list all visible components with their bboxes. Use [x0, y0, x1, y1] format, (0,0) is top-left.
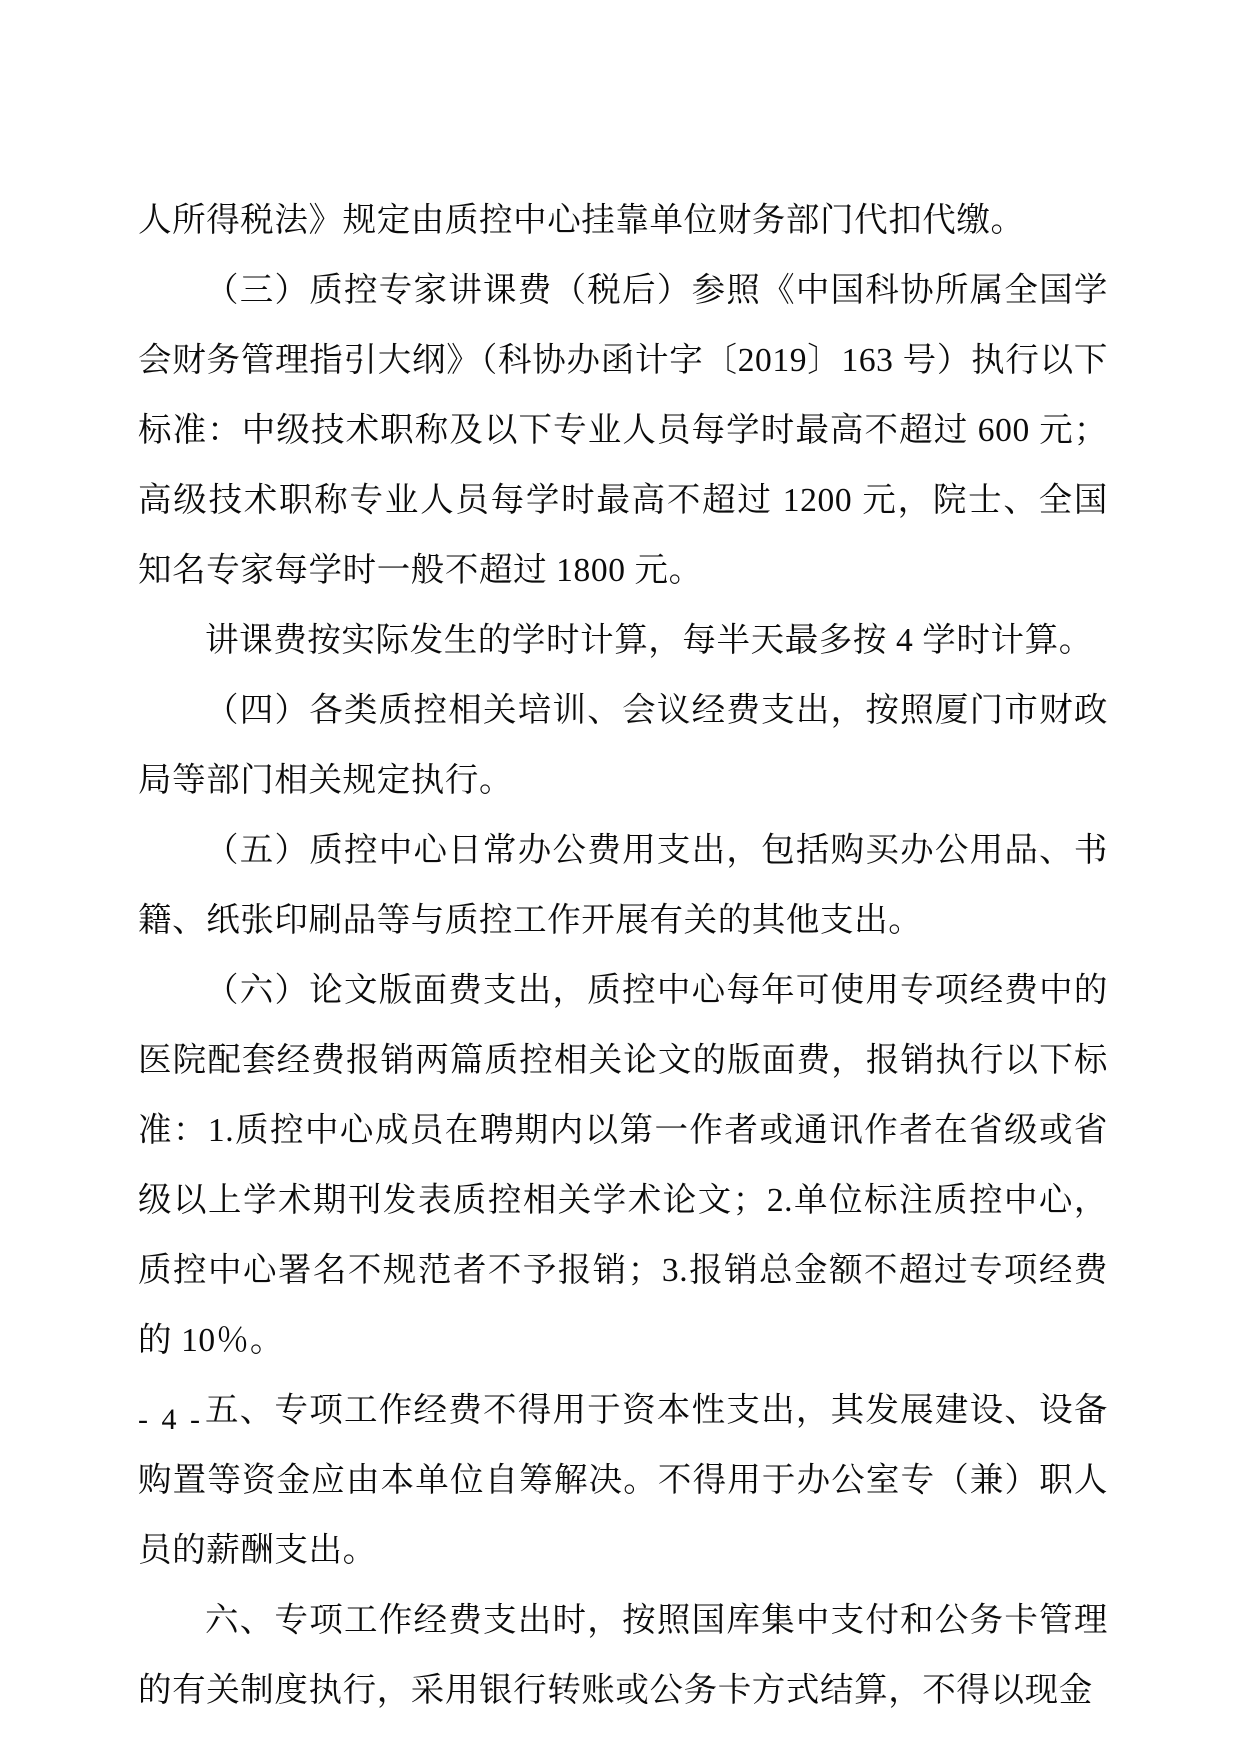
paragraph-section-five: 五、专项工作经费不得用于资本性支出，其发展建设、设备购置等资金应由本单位自筹解决。不得用于办公室专（兼）职人员的薪酬支出。 [138, 1392, 1108, 1569]
page-number: - 4 - [138, 1403, 203, 1436]
paragraph-item-four: （四）各类质控相关培训、会议经费支出，按照厦门市财政局等部门相关规定执行。 [138, 692, 1108, 799]
paragraph-continuation: 人所得税法》规定由质控中心挂靠单位财务部门代扣代缴。 [138, 202, 1025, 239]
paragraph-item-five: （五）质控中心日常办公费用支出，包括购买办公用品、书籍、纸张印刷品等与质控工作开展有关的其他支出。 [138, 832, 1108, 939]
paragraph-section-six: 六、专项工作经费支出时，按照国库集中支付和公务卡管理的有关制度执行，采用银行转账或公务卡方式结算，不得以现金 [138, 1602, 1108, 1709]
paragraph-item-three: （三）质控专家讲课费（税后）参照《中国科协所属全国学会财务管理指引大纲》（科协办函计字〔2019〕163 号）执行以下标准：中级技术职称及以下专业人员每学时最高不超过 600 元；高级技术职称专业人员每学时最高不超过 1200 元，院士、全国知名专家每学时一般不超过 1800 元。 [138, 272, 1108, 589]
paragraph-item-six: （六）论文版面费支出，质控中心每年可使用专项经费中的医院配套经费报销两篇质控相关论文的版面费，报销执行以下标准：1.质控中心成员在聘期内以第一作者或通讯作者在省级或省级以上学术期刊发表质控相关学术论文；2.单位标注质控中心，质控中心署名不规范者不予报销；3.报销总金额不超过专项经费的 10％。 [138, 972, 1108, 1359]
paragraph-lecture-hours: 讲课费按实际发生的学时计算，每半天最多按 4 学时计算。 [205, 622, 1093, 659]
document-body [138, 186, 1108, 1726]
